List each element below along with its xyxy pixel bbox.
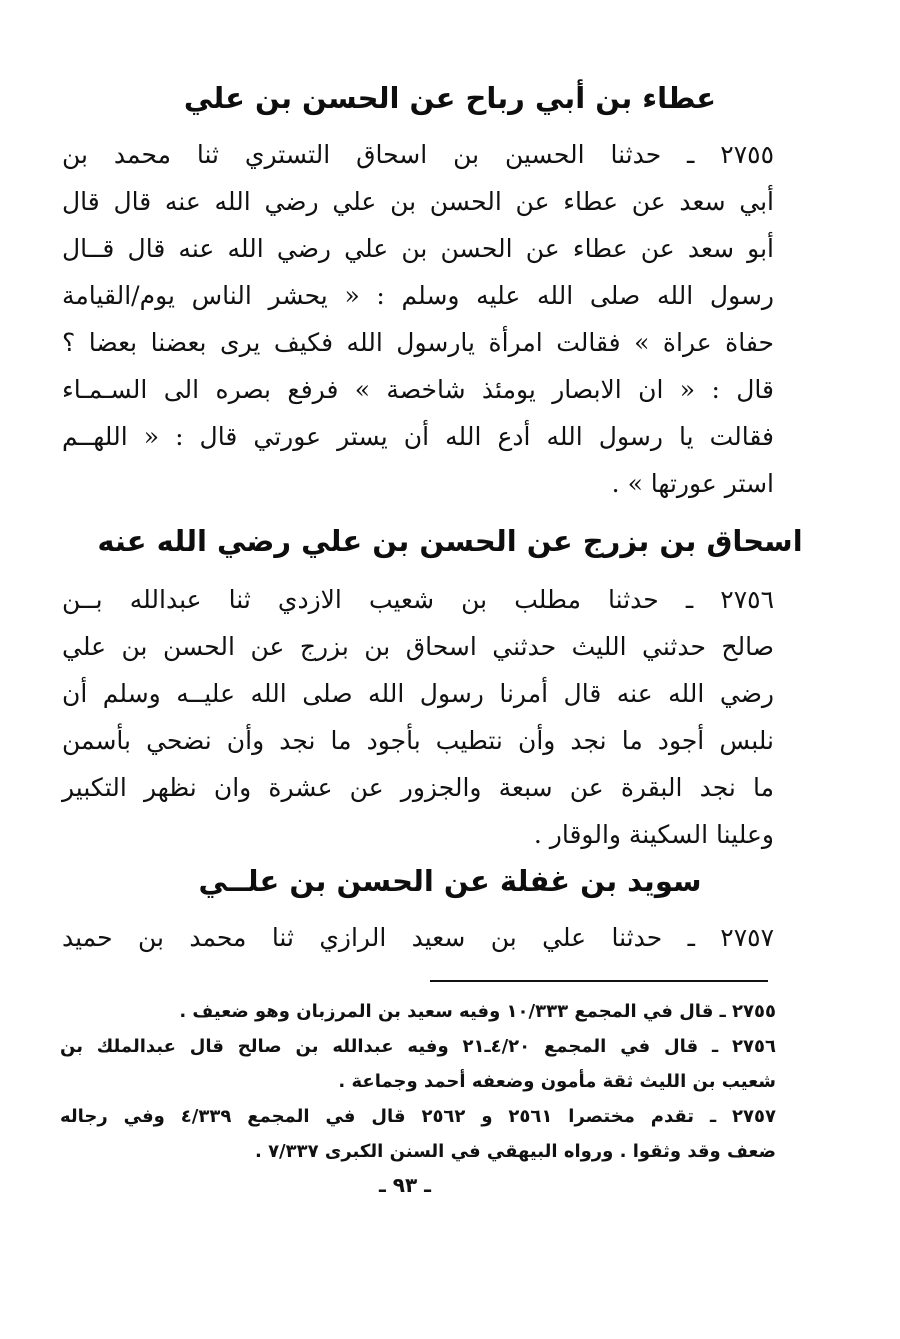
text-line: فقالت يا رسول الله أدع الله أن يستر عورتي قال : « اللهــم: [62, 422, 774, 451]
section-heading: اسحاق بن بزرج عن الحسن بن علي رضي الله عنه: [97, 524, 803, 558]
footnote-line: ضعف وقد وثقوا . ورواه البيهقي في السنن الكبرى ٧/٣٣٧ .: [254, 1141, 776, 1162]
hadith-2755-text: [62, 131, 774, 507]
text-line: ٢٧٥٦ ـ حدثنا مطلب بن شعيب الازدي ثنا عبدالله بــن: [62, 585, 774, 614]
footnote-line: شعيب بن الليث ثقة مأمون وضعفه أحمد وجماعة .: [338, 1071, 776, 1092]
text-line: رسول الله صلى الله عليه وسلم : « يحشر الناس يوم/القيامة: [62, 281, 774, 310]
text-line: أبو سعد عن عطاء عن الحسن بن علي رضي الله عنه قال قــال: [62, 234, 774, 263]
footnote-line: ٢٧٥٧ ـ تقدم مختصرا ٢٥٦١ و ٢٥٦٢ قال في المجمع ٤/٣٣٩ وفي رجاله: [60, 1106, 776, 1127]
text-line: نلبس أجود ما نجد وأن نتطيب بأجود ما نجد وأن نضحي بأسمن: [62, 726, 774, 755]
text-line: رضي الله عنه قال أمرنا رسول الله صلى الله عليــه وسلم أن: [62, 679, 774, 708]
section-heading: سويد بن غفلة عن الحسن بن علــي: [198, 864, 702, 898]
text-line: صالح حدثني الليث حدثني اسحاق بن بزرج عن الحسن بن علي: [62, 632, 774, 661]
footnote-separator: [430, 980, 768, 982]
footnote-line: ٢٧٥٦ ـ قال في المجمع ٤/٢٠ـ٢١ وفيه عبدالله بن صالح قال عبدالملك بن: [60, 1036, 776, 1057]
text-line: ما نجد البقرة عن سبعة والجزور عن عشرة وان نظهر التكبير: [62, 773, 774, 802]
text-line: ٢٧٥٧ ـ حدثنا علي بن سعيد الرازي ثنا محمد بن حميد: [62, 923, 774, 952]
footnote-line: ٢٧٥٥ ـ قال في المجمع ١٠/٣٣٣ وفيه سعيد بن المرزبان وهو ضعيف .: [179, 1001, 776, 1022]
text-line: أبي سعد عن عطاء عن الحسن بن علي رضي الله عنه قال قال: [62, 187, 774, 216]
hadith-2756-text: [62, 576, 774, 858]
text-line: استر عورتها » .: [611, 469, 774, 498]
section-heading: عطاء بن أبي رباح عن الحسن بن علي: [183, 81, 717, 115]
hadith-2757-text: [62, 914, 774, 961]
text-line: وعلينا السكينة والوقار .: [533, 820, 774, 849]
footnotes: [60, 994, 776, 1169]
text-line: قال : « ان الابصار يومئذ شاخصة » فرفع بصره الى السـمـاء: [62, 375, 774, 404]
text-line: حفاة عراة » فقالت امرأة يارسول الله فكيف يرى بعضنا بعضا ؟: [62, 328, 774, 357]
page-number: ـ ٩٣ ـ: [378, 1173, 432, 1197]
text-line: ٢٧٥٥ ـ حدثنا الحسين بن اسحاق التستري ثنا محمد بن: [62, 140, 774, 169]
